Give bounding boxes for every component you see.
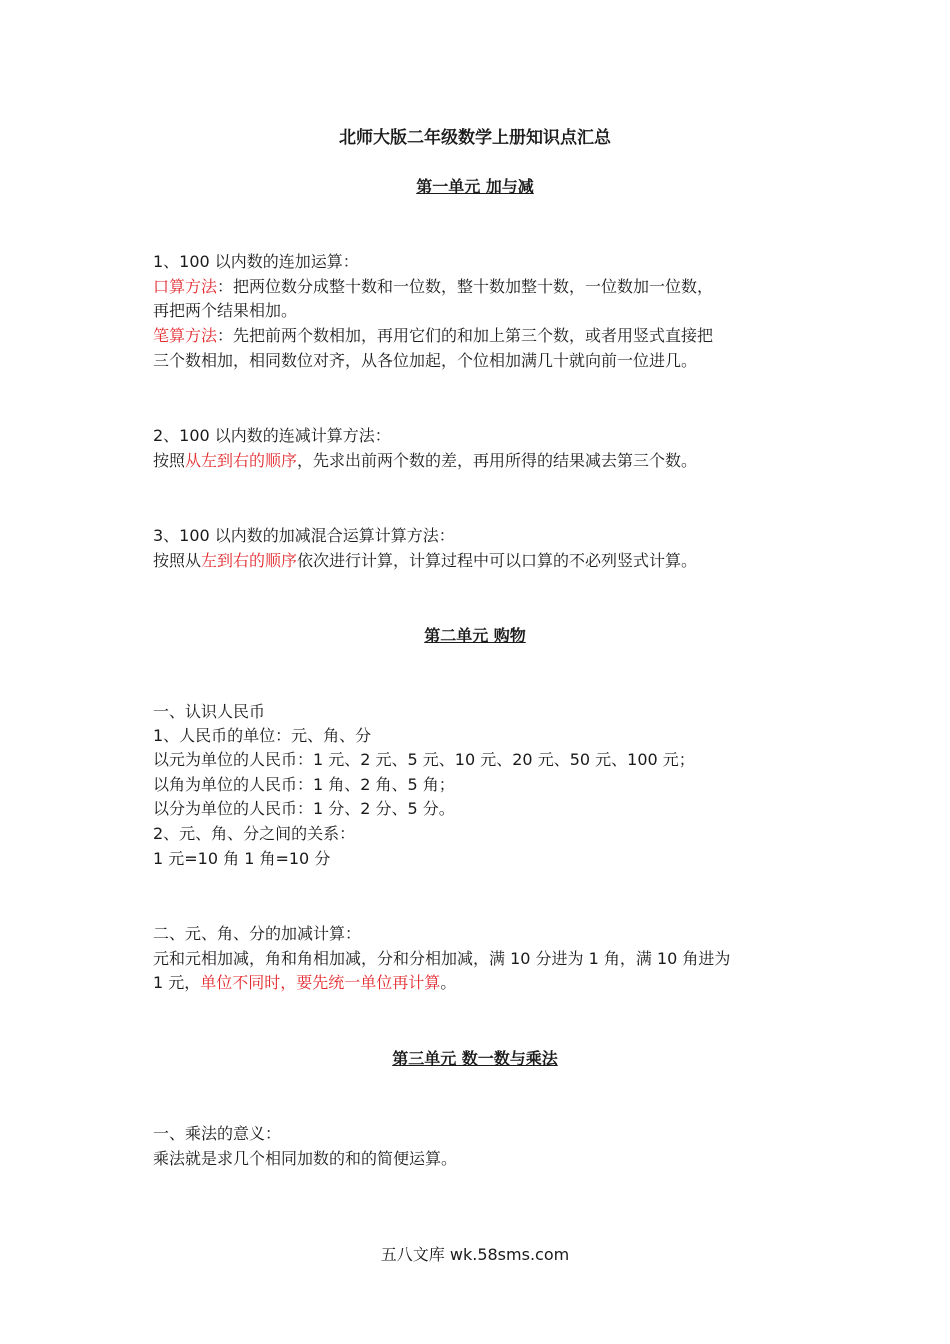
unit2-part1-line2: 以元为单位的人民币：1 元、2 元、5 元、10 元、20 元、50 元、100 元； (153, 750, 695, 769)
unit2-heading: 第二单元 购物 (424, 626, 526, 645)
s3-pre: 按照从 (153, 551, 202, 570)
document-title: 北师大版二年级数学上册知识点汇总 (339, 128, 611, 148)
unit2-part1-line6: 1 元=10 角 1 角=10 分 (153, 849, 331, 868)
unit3-part1-line1: 乘法就是求几个相同加数的和的简便运算。 (153, 1149, 458, 1168)
unit2-part1-line4: 以分为单位的人民币：1 分、2 分、5 分。 (153, 799, 455, 818)
p2-post: 。 (440, 973, 457, 992)
unit1-section3-title: 3、100 以内数的加减混合运算计算方法： (153, 526, 455, 545)
unit2-part1-line3: 以角为单位的人民币：1 角、2 角、5 角； (153, 775, 455, 794)
unit3-part1-title: 一、乘法的意义： (153, 1124, 282, 1143)
oral-method-label: 口算方法 (153, 277, 218, 296)
unit1-section2-text (153, 449, 813, 473)
unit2-part1-title: 一、认识人民币 (153, 702, 266, 721)
unit1-heading: 第一单元 加与减 (416, 177, 534, 196)
s2-post: ，先求出前两个数的差，再用所得的结果减去第三个数。 (297, 451, 698, 470)
unit1-oral-method (153, 275, 813, 299)
unit2-part1-line5: 2、元、角、分之间的关系： (153, 824, 356, 843)
unit2-part2-title: 二、元、角、分的加减计算： (153, 924, 362, 943)
unit2-part2-line1: 元和元相加减，角和角相加减，分和分相加减，满 10 分进为 1 角，满 10 角进为 (153, 949, 731, 968)
unit1-written-method-cont: 三个数相加，相同数位对齐，从各位加起，个位相加满几十就向前一位进几。 (153, 351, 698, 370)
unit1-section3-text (153, 549, 813, 573)
s3-highlight: 左到右的顺序 (201, 551, 298, 570)
footer-watermark: 五八文库 wk.58sms.com (380, 1245, 570, 1264)
s2-pre: 按照 (153, 451, 186, 470)
unit1-written-method (153, 324, 813, 348)
written-method-text: ：先把前两个数相加，再用它们的和加上第三个数，或者用竖式直接把 (217, 326, 714, 345)
p2-highlight: 单位不同时，要先统一单位再计算 (200, 973, 441, 992)
unit2-part2-line2 (153, 971, 813, 995)
unit1-section2-title: 2、100 以内数的连减计算方法： (153, 426, 391, 445)
unit2-part1-line1: 1、人民币的单位：元、角、分 (153, 726, 372, 745)
unit3-heading: 第三单元 数一数与乘法 (392, 1049, 558, 1068)
oral-method-text: ：把两位数分成整十数和一位数，整十数加整十数，一位数加一位数， (217, 277, 714, 296)
p2-pre: 1 元， (153, 973, 201, 992)
unit1-section1-title: 1、100 以内数的连加运算： (153, 252, 359, 271)
s3-post: 依次进行计算，计算过程中可以口算的不必列竖式计算。 (297, 551, 698, 570)
unit1-oral-method-cont: 再把两个结果相加。 (153, 301, 298, 320)
written-method-label: 笔算方法 (153, 326, 218, 345)
s2-highlight: 从左到右的顺序 (185, 451, 298, 470)
